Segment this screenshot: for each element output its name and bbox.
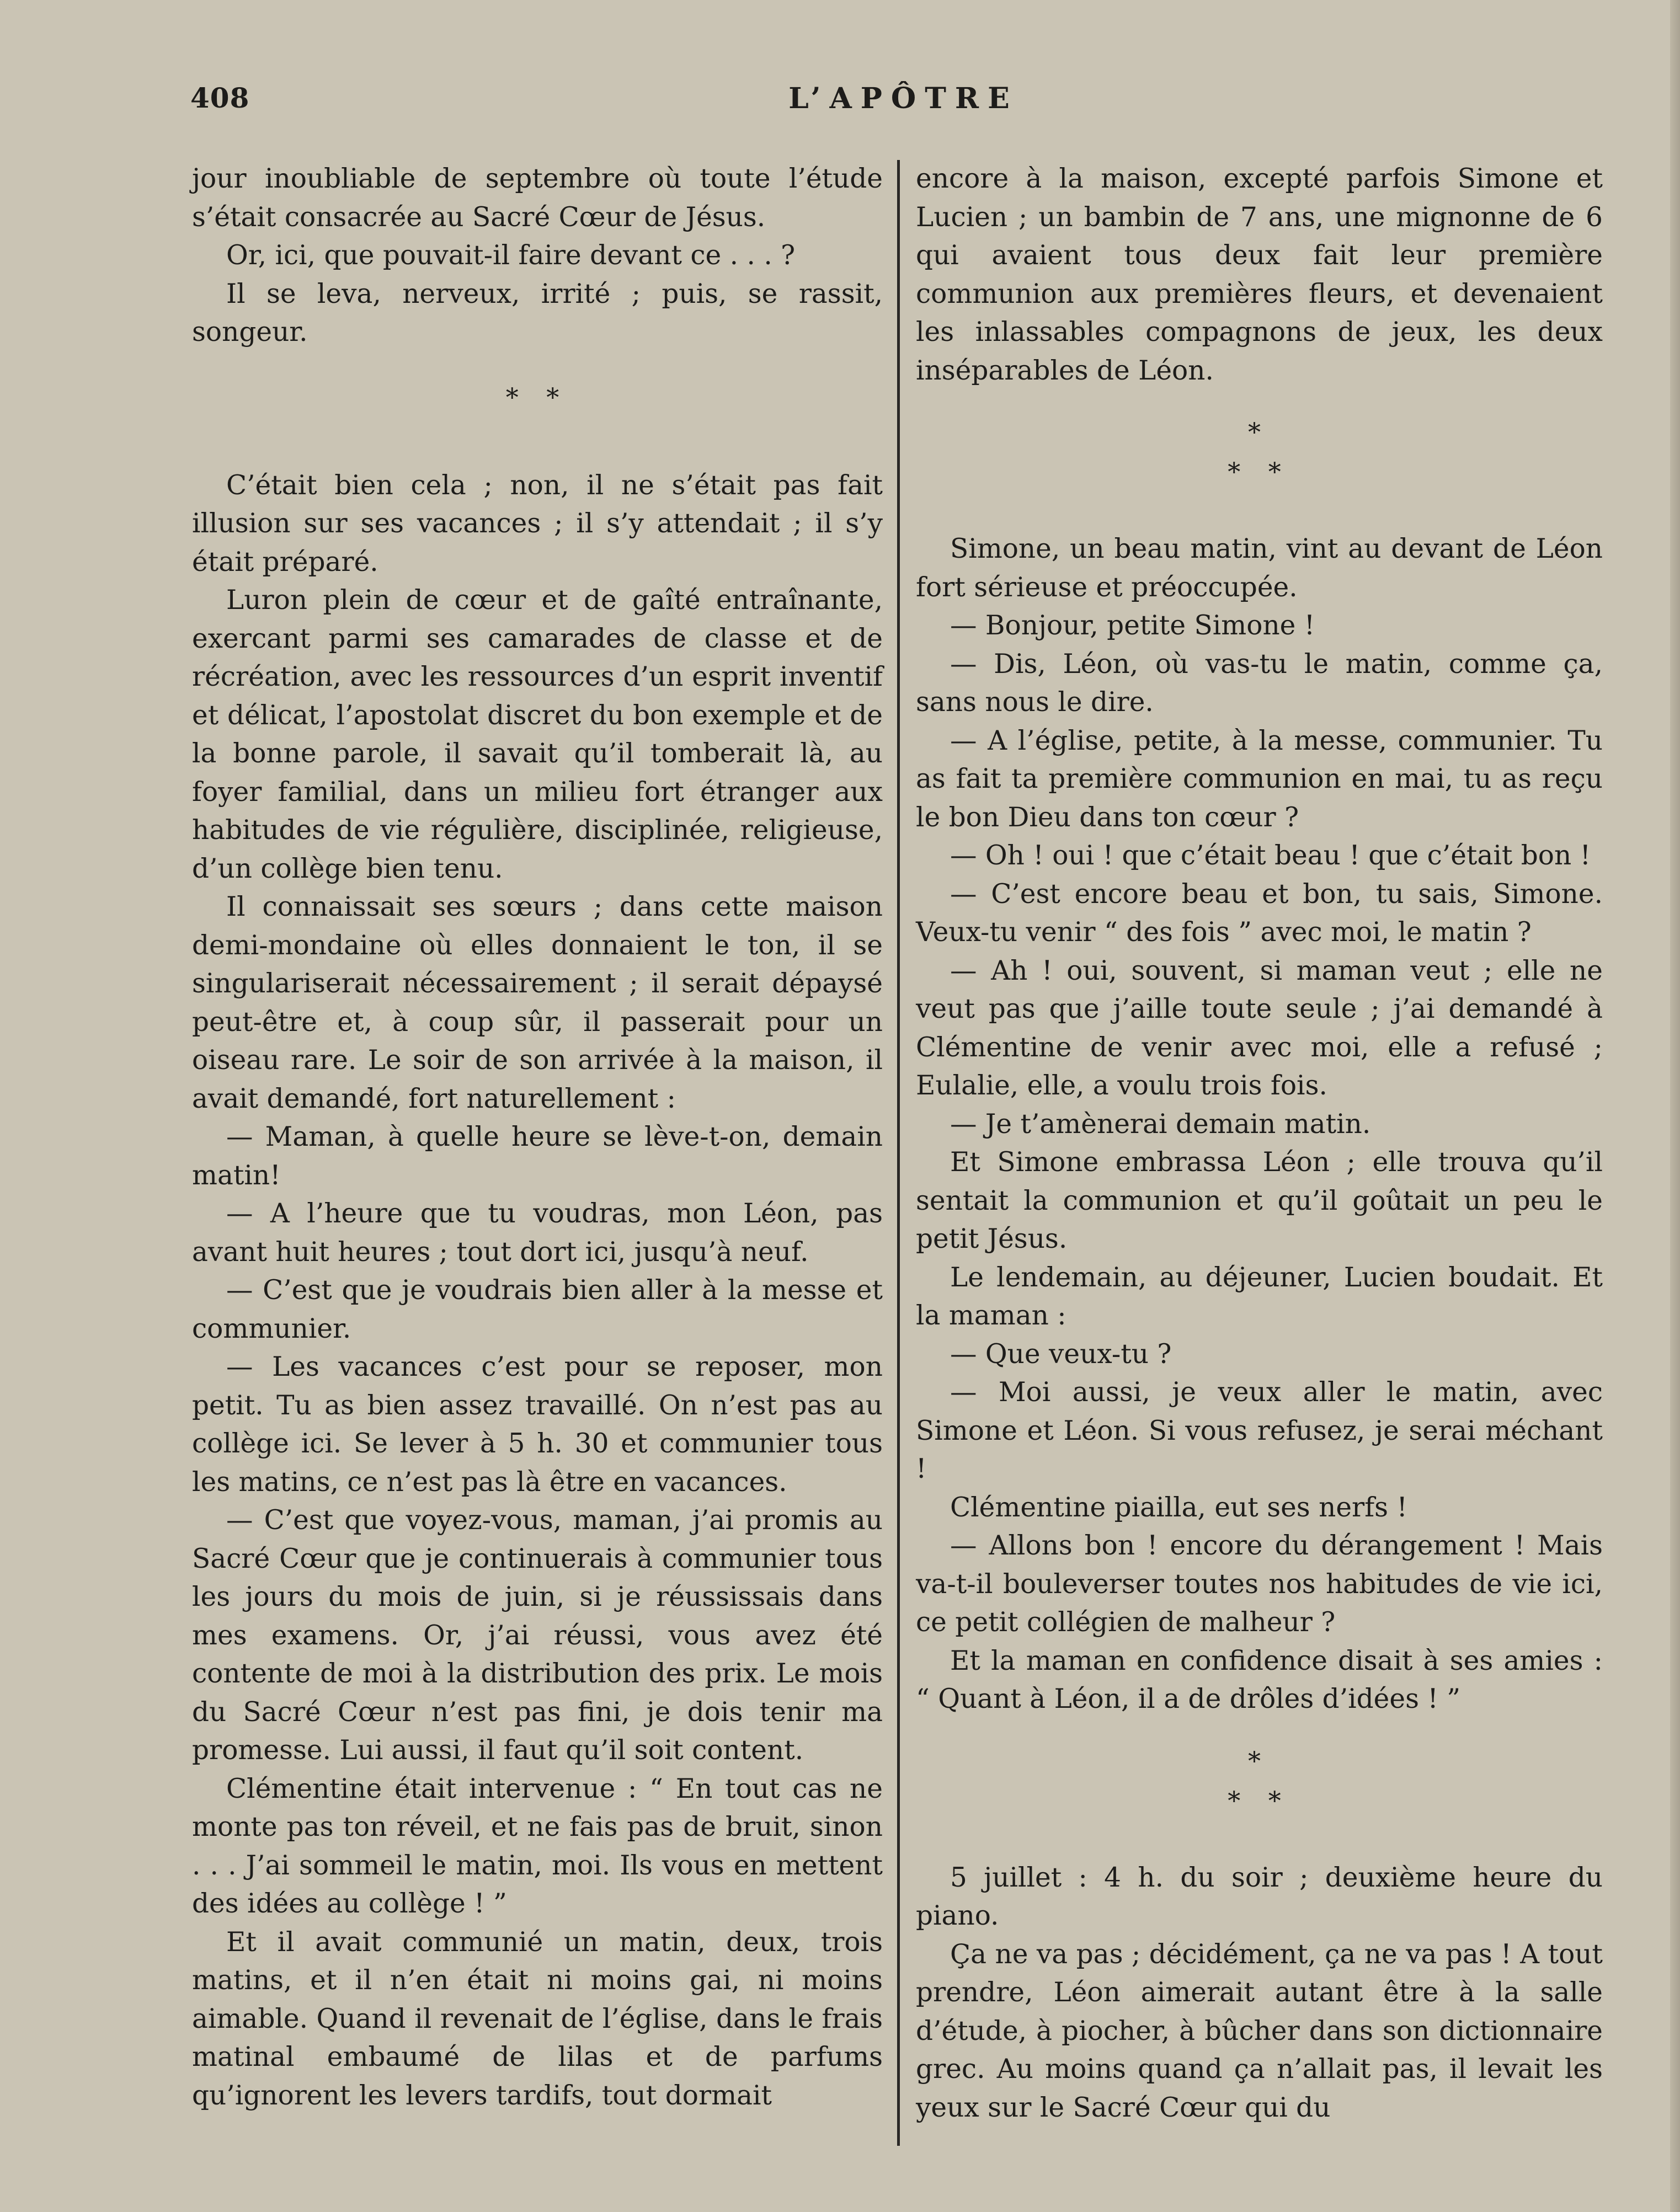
paragraph: — Oh ! oui ! que c’était beau ! que c’était bon ! bbox=[950, 840, 1591, 871]
paragraph: — Les vacances c’est pour se reposer, mon petit. Tu as bien assez travaillé. On n’est pas au collège ici. Se lever à 5 h. 30 et communier tous les matins, ce n’est pas là être en vacances. bbox=[192, 1351, 883, 1498]
page-number: 408 bbox=[190, 82, 250, 114]
asterism-line: * bbox=[1248, 1745, 1271, 1776]
paragraph: — A l’heure que tu voudras, mon Léon, pas avant huit heures ; tout dort ici, jusqu’à neuf. bbox=[192, 1198, 883, 1268]
asterism-line: * bbox=[1248, 417, 1271, 447]
right-column bbox=[916, 160, 1603, 2127]
paragraph: — C’est que voyez-vous, maman, j’ai promis au Sacré Cœur que je continuerais à communier tous les jours du mois de juin, si je réussissais dans mes examens. Or, j’ai réussi, vous avez été contente de moi à la distribution des prix. Le mois du Sacré Cœur n’est pas fini, je dois tenir ma promesse. Lui aussi, il faut qu’il soit content. bbox=[192, 1505, 883, 1766]
paragraph: Clémentine piailla, eut ses nerfs ! bbox=[950, 1492, 1407, 1523]
paragraph: Il connaissait ses sœurs ; dans cette maison demi-mondaine où elles donnaient le ton, il se singulariserait nécessairement ; il serait dépaysé peut-être et, à coup sûr, il passerait pour un oiseau rare. Le soir de son arrivée à la maison, il avait demandé, fort naturellement : bbox=[192, 891, 883, 1114]
page-edge bbox=[1670, 0, 1680, 2212]
paragraph: Et il avait communié un matin, deux, trois matins, et il n’en était ni moins gai, ni moins aimable. Quand il revenait de l’église, dans le frais matinal embaumé de lilas et de parfums qu’ignorent les levers tardifs, tout dormait bbox=[192, 1926, 883, 2111]
paragraph: Ça ne va pas ; décidément, ça ne va pas ! A tout prendre, Léon aimerait autant être à la salle d’étude, à piocher, à bûcher dans son dictionnaire grec. Au moins quand ça n’allait pas, il levait les yeux sur le Sacré Cœur qui du bbox=[916, 1938, 1603, 2123]
column-rule bbox=[897, 160, 900, 2146]
section-break bbox=[192, 352, 883, 467]
paragraph: jour inoubliable de septembre où toute l’étude s’était consacrée au Sacré Cœur de Jésus. bbox=[192, 163, 883, 233]
page-header bbox=[190, 82, 1617, 131]
paragraph: Il se leva, nerveux, irrité ; puis, se rassit, songeur. bbox=[192, 278, 883, 348]
running-title: L’APÔTRE bbox=[788, 82, 1018, 115]
paragraph: — A l’église, petite, à la messe, communier. Tu as fait ta première communion en mai, tu as reçu le bon Dieu dans ton cœur ? bbox=[916, 725, 1603, 833]
paragraph: Simone, un beau matin, vint au devant de Léon fort sérieuse et préoccupée. bbox=[916, 533, 1603, 603]
paragraph: — C’est que je voudrais bien aller à la messe et communier. bbox=[192, 1275, 883, 1344]
paragraph: — C’est encore beau et bon, tu sais, Simone. Veux-tu venir “ des fois ” avec moi, le matin ? bbox=[916, 878, 1603, 948]
paragraph: — Dis, Léon, où vas-tu le matin, comme ça, sans nous le dire. bbox=[916, 648, 1603, 718]
paragraph: Le lendemain, au déjeuner, Lucien boudait. Et la maman : bbox=[916, 1262, 1603, 1331]
paragraph: — Que veux-tu ? bbox=[950, 1338, 1172, 1370]
paragraph: Or, ici, que pouvait-il faire devant ce . . . ? bbox=[226, 240, 796, 271]
asterism-line: * * bbox=[1228, 457, 1291, 487]
paragraph: C’était bien cela ; non, il ne s’était pas fait illusion sur ses vacances ; il s’y attendait ; il s’y était préparé. bbox=[192, 469, 883, 578]
section-break bbox=[916, 1719, 1603, 1859]
paragraph: Et la maman en confidence disait à ses amies : “ Quant à Léon, il a de drôles d’idées ! ” bbox=[916, 1645, 1603, 1714]
asterism-line: * * bbox=[1228, 1785, 1291, 1815]
paragraph: encore à la maison, excepté parfois Simone et Lucien ; un bambin de 7 ans, une mignonne de 6 qui avaient tous deux fait leur première communion aux premières fleurs, et devenaient les inlassables compagnons de jeux, les deux inséparables de Léon. bbox=[916, 163, 1603, 386]
section-break bbox=[916, 390, 1603, 530]
paragraph: — Allons bon ! encore du dérangement ! Mais va-t-il bouleverser toutes nos habitudes de vie ici, ce petit collégien de malheur ? bbox=[916, 1530, 1603, 1638]
paragraph: — Je t’amènerai demain matin. bbox=[950, 1108, 1371, 1140]
paragraph: Clémentine était intervenue : “ En tout cas ne monte pas ton réveil, et ne fais pas de bruit, sinon . . . J’ai sommeil le matin, moi. Ils vous en mettent des idées au collège ! ” bbox=[192, 1773, 883, 1919]
left-column bbox=[192, 160, 883, 2115]
paragraph: — Maman, à quelle heure se lève-t-on, demain matin! bbox=[192, 1121, 883, 1191]
paragraph: 5 juillet : 4 h. du soir ; deuxième heure du piano. bbox=[916, 1862, 1603, 1931]
paragraph: — Moi aussi, je veux aller le matin, avec Simone et Léon. Si vous refusez, je serai méchant ! bbox=[916, 1377, 1603, 1484]
asterism-line: * * bbox=[505, 382, 569, 412]
paragraph: Et Simone embrassa Léon ; elle trouva qu’il sentait la communion et qu’il goûtait un peu le petit Jésus. bbox=[916, 1147, 1603, 1254]
paragraph: — Bonjour, petite Simone ! bbox=[950, 610, 1315, 641]
paragraph: Luron plein de cœur et de gaîté entraînante, exercant parmi ses camarades de classe et de récréation, avec les ressources d’un esprit inventif et délicat, l’apostolat discret du bon exemple et de la bonne parole, il savait qu’il tomberait là, au foyer familial, dans un milieu fort étranger aux habitudes de vie régulière, disciplinée, religieuse, d’un collège bien tenu. bbox=[192, 585, 883, 884]
paragraph: — Ah ! oui, souvent, si maman veut ; elle ne veut pas que j’aille toute seule ; j’ai demandé à Clémentine de venir avec moi, elle a refusé ; Eulalie, elle, a voulu trois fois. bbox=[916, 955, 1603, 1101]
